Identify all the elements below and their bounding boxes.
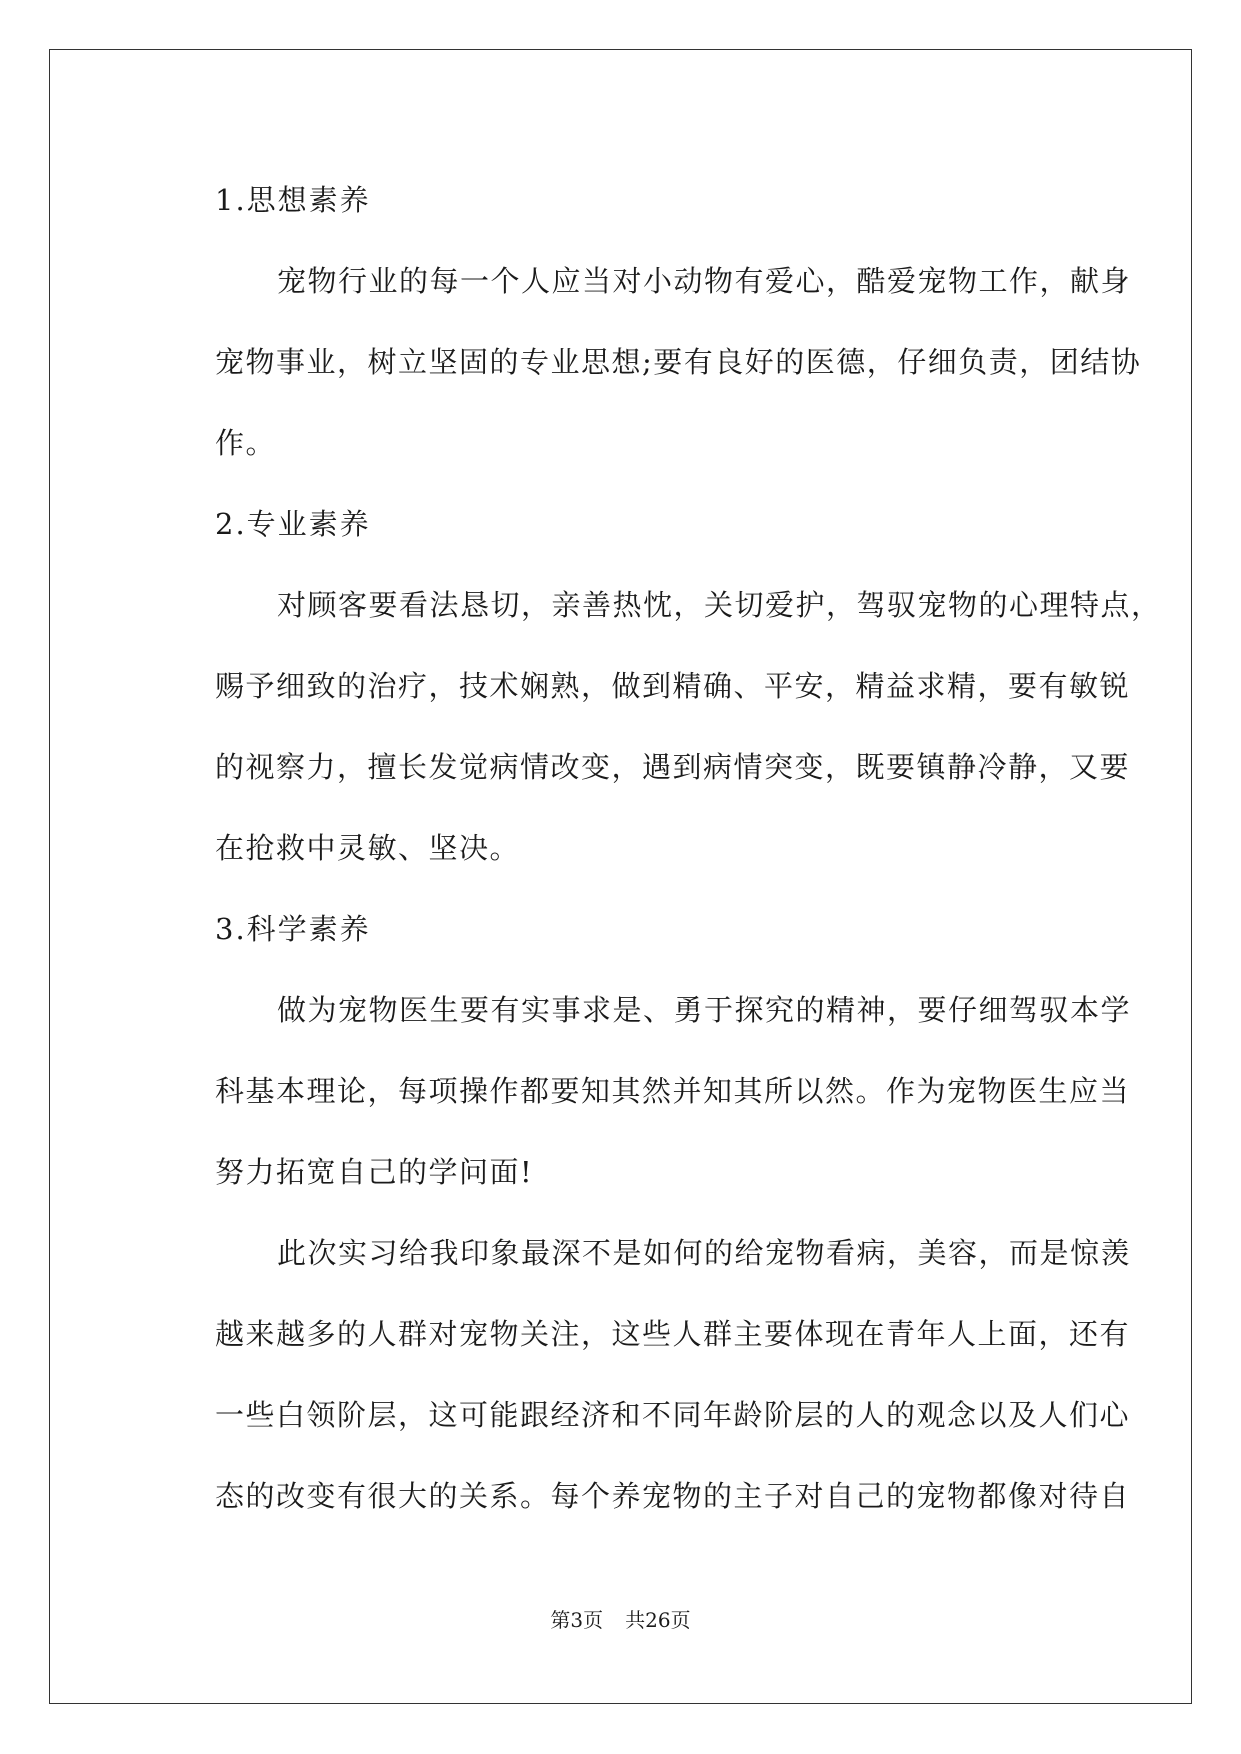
text-line: 做为宠物医生要有实事求是、勇于探究的精神，要仔细驾驭本学 (277, 993, 1132, 1027)
text-line: 态的改变有很大的关系。每个养宠物的主子对自己的宠物都像对待自 (215, 1479, 1131, 1513)
section-heading: 1.思想素养 (215, 183, 371, 217)
page-number: 第3页 (550, 1608, 604, 1632)
page-footer (0, 1604, 1241, 1633)
section-heading: 2.专业素养 (215, 507, 371, 541)
text-line: 越来越多的人群对宠物关注，这些人群主要体现在青年人上面，还有 (215, 1317, 1131, 1351)
document-body (153, 160, 1162, 1537)
text-line: 此次实习给我印象最深不是如何的给宠物看病，美容，而是惊羡 (277, 1236, 1132, 1270)
section-heading: 3.科学素养 (215, 912, 371, 946)
page-total: 共26页 (625, 1608, 691, 1632)
text-line: 在抢救中灵敏、坚决。 (215, 831, 521, 865)
paragraph (153, 241, 1142, 484)
text-line: 努力拓宽自己的学问面! (215, 1155, 534, 1189)
text-line: 作。 (215, 426, 277, 460)
paragraph (153, 1213, 1132, 1537)
text-line: 的视察力，擅长发觉病情改变，遇到病情突变，既要镇静冷静，又要 (215, 750, 1131, 784)
text-line: 对顾客要看法恳切，亲善热忱，关切爱护，驾驭宠物的心理特点， (277, 588, 1162, 622)
text-line: 宠物事业，树立坚固的专业思想;要有良好的医德，仔细负责，团结协 (215, 345, 1142, 379)
text-line: 赐予细致的治疗，技术娴熟，做到精确、平安，精益求精，要有敏锐 (215, 669, 1131, 703)
text-line: 宠物行业的每一个人应当对小动物有爱心，酷爱宠物工作，献身 (277, 264, 1132, 298)
paragraph (153, 970, 1132, 1213)
paragraph (153, 565, 1162, 889)
text-line: 科基本理论，每项操作都要知其然并知其所以然。作为宠物医生应当 (215, 1074, 1131, 1108)
text-line: 一些白领阶层，这可能跟经济和不同年龄阶层的人的观念以及人们心 (215, 1398, 1131, 1432)
